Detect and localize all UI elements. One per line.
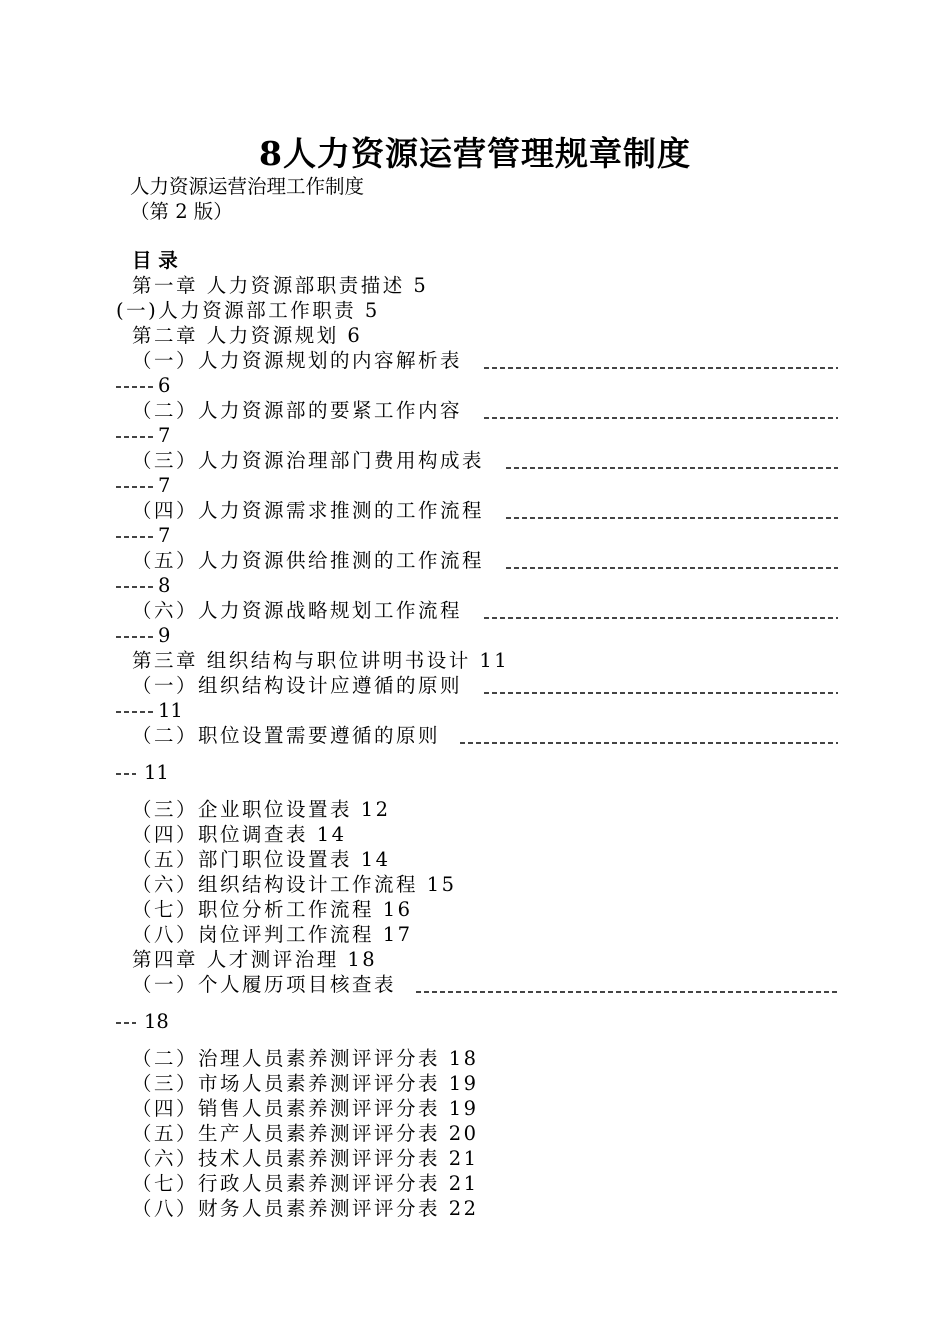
dot-leader bbox=[506, 467, 838, 469]
toc-entry-page: 6 bbox=[116, 373, 170, 398]
toc-entry-page: 7 bbox=[116, 473, 170, 498]
toc-entry-label: （二）人力资源部的要紧工作内容 bbox=[132, 399, 463, 422]
toc-entry-label: （六）人力资源战略规划工作流程 bbox=[132, 599, 463, 622]
toc-entry[interactable]: （五）生产人员素养测评评分表 20 bbox=[132, 1122, 479, 1145]
toc-entry[interactable]: （四）销售人员素养测评评分表 19 bbox=[132, 1097, 479, 1120]
toc-entry-chapter-2[interactable]: 第二章 人力资源规划 6 bbox=[132, 324, 363, 347]
toc-entry-label: （四）人力资源需求推测的工作流程 bbox=[132, 499, 485, 522]
toc-entry-page: 7 bbox=[116, 523, 170, 548]
dot-leader bbox=[506, 567, 838, 569]
toc-entry-chapter-1[interactable]: 第一章 人力资源部职责描述 5 bbox=[132, 274, 429, 297]
dot-leader bbox=[460, 742, 838, 744]
toc-entry[interactable]: （六）组织结构设计工作流程 15 bbox=[132, 873, 457, 896]
dot-leader bbox=[484, 417, 838, 419]
toc-entry-label: （二）职位设置需要遵循的原则 bbox=[132, 724, 441, 747]
toc-heading: 目 录 bbox=[132, 249, 178, 272]
toc-entry[interactable]: （五）部门职位设置表 14 bbox=[132, 848, 391, 871]
dot-leader bbox=[416, 991, 838, 993]
subtitle: 人力资源运营治理工作制度 bbox=[130, 175, 365, 198]
toc-entry[interactable]: （三）市场人员素养测评评分表 19 bbox=[132, 1072, 479, 1095]
toc-entry[interactable]: （四）职位调查表 14 bbox=[132, 823, 347, 846]
toc-entry[interactable]: （三）企业职位设置表 12 bbox=[132, 798, 391, 821]
toc-entry-label: （三）人力资源治理部门费用构成表 bbox=[132, 449, 485, 472]
toc-entry[interactable]: （七）职位分析工作流程 16 bbox=[132, 898, 413, 921]
toc-entry[interactable] bbox=[132, 598, 838, 623]
toc-entry[interactable]: （七）行政人员素养测评评分表 21 bbox=[132, 1172, 479, 1195]
dot-leader bbox=[506, 517, 838, 519]
toc-entry-label: （五）人力资源供给推测的工作流程 bbox=[132, 549, 485, 572]
toc-entry[interactable] bbox=[132, 348, 838, 373]
document-title: 8人力资源运营管理规章制度 bbox=[259, 134, 691, 173]
toc-entry-chapter-3[interactable]: 第三章 组织结构与职位讲明书设计 11 bbox=[132, 649, 510, 672]
toc-entry[interactable] bbox=[132, 723, 838, 748]
toc-entry-page: 11 bbox=[116, 698, 183, 723]
toc-entry[interactable] bbox=[132, 448, 838, 473]
toc-entry-page: 9 bbox=[116, 623, 170, 648]
toc-entry[interactable]: （二）治理人员素养测评评分表 18 bbox=[132, 1047, 479, 1070]
toc-entry[interactable]: （八）岗位评判工作流程 17 bbox=[132, 923, 413, 946]
toc-entry[interactable] bbox=[132, 548, 838, 573]
toc-entry-label: （一）人力资源规划的内容解析表 bbox=[132, 349, 463, 372]
toc-entry[interactable]: （八）财务人员素养测评评分表 22 bbox=[132, 1197, 479, 1220]
toc-entry-page: 11 bbox=[116, 760, 169, 785]
toc-entry[interactable]: (一)人力资源部工作职责 5 bbox=[116, 299, 380, 322]
toc-entry-page: 7 bbox=[116, 423, 170, 448]
toc-entry[interactable] bbox=[132, 398, 838, 423]
dot-leader bbox=[484, 617, 838, 619]
toc-entry-label: （一）个人履历项目核查表 bbox=[132, 973, 397, 996]
dot-leader bbox=[484, 692, 838, 694]
toc-entry[interactable] bbox=[132, 673, 838, 698]
toc-entry[interactable]: （六）技术人员素养测评评分表 21 bbox=[132, 1147, 479, 1170]
dot-leader bbox=[484, 367, 838, 369]
edition-label: （第 2 版） bbox=[130, 200, 233, 223]
toc-entry-label: （一）组织结构设计应遵循的原则 bbox=[132, 674, 463, 697]
toc-entry-chapter-4[interactable]: 第四章 人才测评治理 18 bbox=[132, 948, 378, 971]
toc-entry-page: 18 bbox=[116, 1009, 169, 1034]
toc-entry[interactable] bbox=[132, 972, 838, 997]
toc-entry-page: 8 bbox=[116, 573, 170, 598]
toc-entry[interactable] bbox=[132, 498, 838, 523]
